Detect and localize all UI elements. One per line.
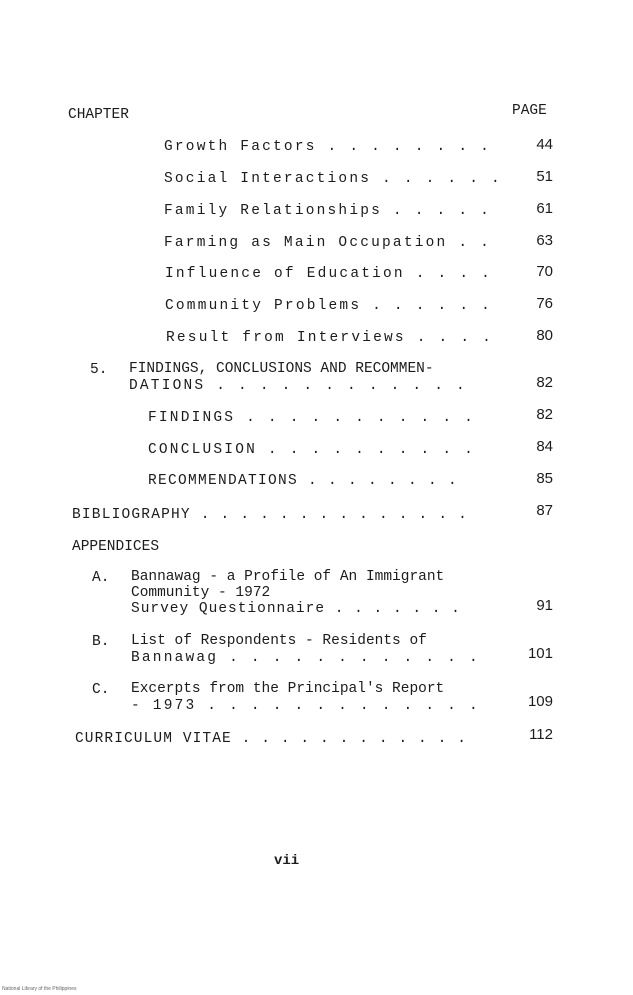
toc-entry-title: BIBLIOGRAPHY . . . . . . . . . . . . . .: [72, 507, 469, 523]
chapter-heading: CHAPTER: [68, 107, 129, 123]
appendices-heading: APPENDICES: [72, 539, 160, 555]
toc-entry-page: 70: [536, 263, 553, 280]
toc-entry-title-cont: - 1973 . . . . . . . . . . . . .: [131, 698, 480, 714]
toc-entry-title: Family Relationships . . . . .: [164, 203, 492, 219]
toc-entry-title: Result from Interviews . . . .: [166, 330, 494, 346]
toc-entry-page: 109: [527, 693, 553, 710]
toc-entry-page: 80: [536, 327, 553, 344]
toc-entry-page: 76: [536, 295, 553, 312]
appendix-letter: A.: [92, 570, 110, 586]
toc-entry-page: 112: [529, 726, 553, 743]
toc-entry-title: Excerpts from the Principal's Report: [131, 681, 445, 697]
toc-entry-page: 101: [527, 645, 553, 662]
toc-entry-title: RECOMMENDATIONS . . . . . . . .: [148, 473, 459, 489]
toc-entry-title: FINDINGS, CONCLUSIONS AND RECOMMEN-: [129, 361, 434, 377]
appendix-letter: C.: [92, 682, 110, 698]
toc-entry-page: 61: [536, 200, 553, 217]
chapter-number: 5.: [90, 362, 108, 378]
toc-entry-title: Community Problems . . . . . .: [165, 298, 493, 314]
toc-entry-title-cont: Community - 1972: [131, 585, 271, 601]
toc-entry-page: 91: [536, 597, 553, 614]
toc-entry-title: Bannawag - a Profile of An Immigrant: [131, 569, 445, 585]
page-number: vii: [274, 853, 300, 869]
toc-entry-page: 82: [536, 374, 553, 391]
toc-entry-title: CURRICULUM VITAE . . . . . . . . . . . .: [75, 731, 468, 747]
scan-footer: National Library of the Philippines: [2, 986, 77, 992]
toc-entry-title: Influence of Education . . . .: [165, 266, 493, 282]
toc-entry-page: 44: [536, 136, 553, 153]
toc-entry-page: 51: [536, 168, 553, 185]
toc-entry-title-cont: DATIONS . . . . . . . . . . . .: [129, 378, 467, 394]
toc-entry-title: List of Respondents - Residents of: [131, 633, 427, 649]
toc-entry-title-cont: Survey Questionnaire . . . . . . .: [131, 601, 461, 617]
toc-entry-title: CONCLUSION . . . . . . . . . .: [148, 442, 476, 458]
appendix-letter: B.: [92, 634, 110, 650]
page-heading: PAGE: [512, 103, 547, 119]
toc-entry-title: Social Interactions . . . . . .: [164, 171, 502, 187]
toc-entry-page: 82: [536, 406, 553, 423]
toc-entry-title-cont: Bannawag . . . . . . . . . . . .: [131, 650, 480, 666]
toc-entry-page: 87: [536, 502, 553, 519]
toc-entry-page: 84: [536, 438, 553, 455]
toc-entry-title: Farming as Main Occupation . .: [164, 235, 492, 251]
toc-entry-page: 63: [536, 232, 553, 249]
toc-entry-title: FINDINGS . . . . . . . . . . .: [148, 410, 476, 426]
toc-entry-page: 85: [536, 470, 553, 487]
toc-entry-title: Growth Factors . . . . . . . .: [164, 139, 492, 155]
